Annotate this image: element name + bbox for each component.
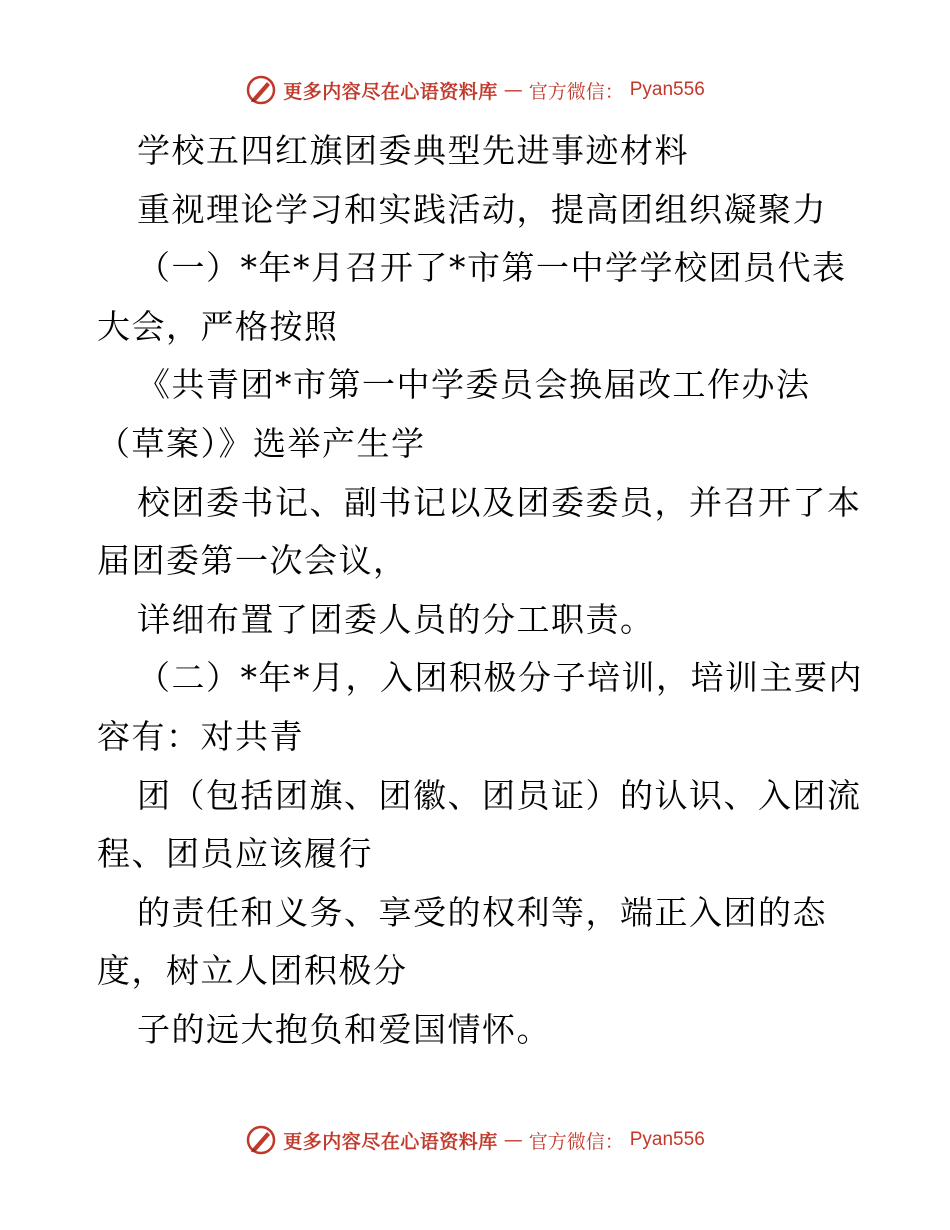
watermark-brand: 更多内容尽在心语资料库 xyxy=(283,80,498,103)
document-body xyxy=(97,122,863,1060)
text-line: （一）*年*月召开了*市第一中学学校团员代表 xyxy=(137,248,847,288)
text-line: 大会，严格按照 xyxy=(97,306,339,346)
text-line: 届团委第一次会议， xyxy=(97,541,408,581)
text-line: 校团委书记、副书记以及团委委员，并召开了本 xyxy=(137,482,862,522)
text-line: 重视理论学习和实践活动，提高团组织凝聚力 xyxy=(137,189,827,229)
pen-logo-icon xyxy=(245,1124,277,1156)
watermark-official: 官方微信： xyxy=(528,1130,624,1153)
text-line: 子的远大抱负和爱国情怀。 xyxy=(137,1009,551,1049)
watermark-id: Pyan556 xyxy=(629,79,705,100)
watermark-brand: 更多内容尽在心语资料库 xyxy=(283,1130,498,1153)
text-line: （草案）》选举产生学 xyxy=(97,423,426,463)
footer-watermark xyxy=(0,1120,950,1160)
watermark-official: 官方微信： xyxy=(528,80,624,103)
watermark-id: Pyan556 xyxy=(629,1129,705,1150)
text-line: 的责任和义务、享受的权利等，端正入团的态 xyxy=(137,892,827,932)
watermark-dash: — xyxy=(503,79,523,101)
watermark-dash: — xyxy=(503,1129,523,1151)
header-watermark xyxy=(0,70,950,110)
text-line: 程、团员应该履行 xyxy=(97,834,373,874)
text-line: 详细布置了团委人员的分工职责。 xyxy=(137,599,655,639)
pen-logo-icon xyxy=(245,74,277,106)
text-line: 度，树立人团积极分 xyxy=(97,951,408,991)
text-line: 团（包括团旗、团徽、团员证）的认识、入团流 xyxy=(137,775,862,815)
text-line: 容有：对共青 xyxy=(97,716,304,756)
text-line: （二）*年*月，入团积极分子培训，培训主要内 xyxy=(137,658,863,698)
text-line: 《共青团*市第一中学委员会换届改工作办法 xyxy=(137,365,811,405)
text-line: 学校五四红旗团委典型先进事迹材料 xyxy=(137,131,689,170)
